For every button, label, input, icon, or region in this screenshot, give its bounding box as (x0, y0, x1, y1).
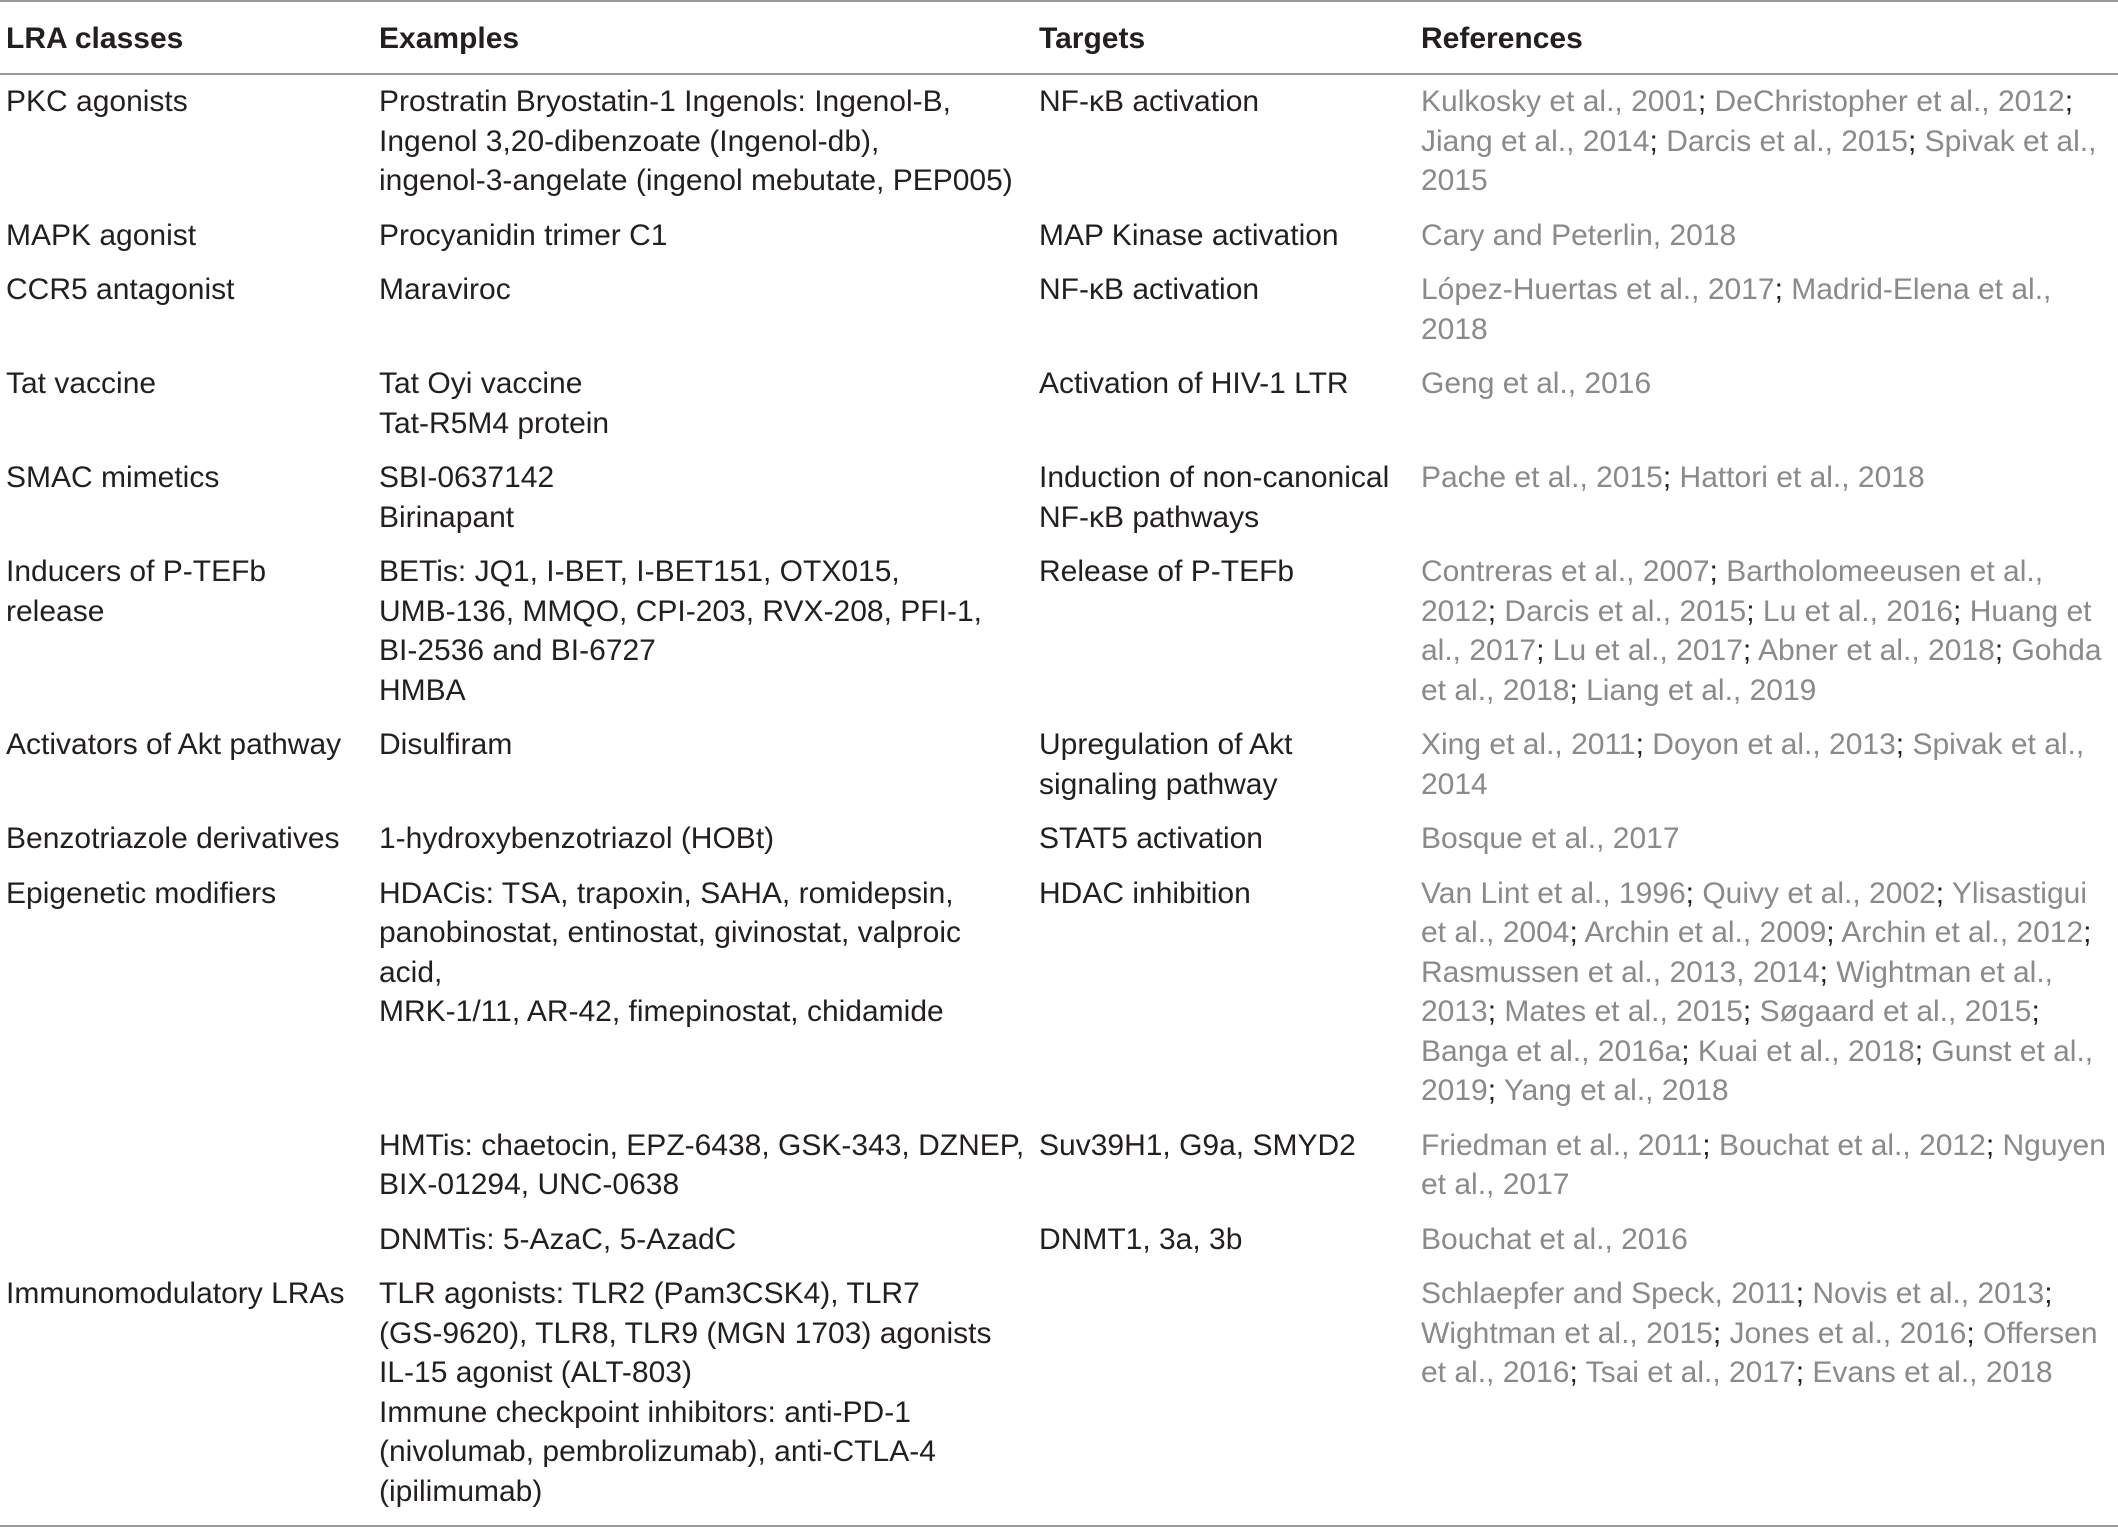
table-row (0, 867, 2118, 1119)
reference-link[interactable]: DeChristopher et al., 2012 (1714, 85, 2065, 118)
table-body (0, 74, 2118, 1525)
reference-link[interactable]: Kulkosky et al., 2001 (1421, 85, 1698, 118)
table-row (0, 718, 2118, 812)
reference-separator: ; (1907, 124, 1925, 158)
references-cell (1415, 545, 2118, 718)
lra-class-cell: MAPK agonist (6, 218, 197, 252)
reference-link[interactable]: Schlaepfer and Speck, 2011 (1421, 1277, 1796, 1310)
targets-cell: DNMT1, 3a, 3b (1039, 1222, 1243, 1256)
targets-cell: NF-κB activation (1039, 85, 1260, 118)
reference-separator: ; (1953, 594, 1970, 628)
lra-class-cell: Tat vaccine (6, 367, 157, 400)
references-cell (1415, 74, 2118, 209)
table-header (0, 1, 2118, 74)
examples-cell: 1-hydroxybenzotriazol (HOBt) (379, 822, 775, 855)
table-row (0, 357, 2118, 451)
examples-cell: SBI-0637142 Birinapant (379, 461, 555, 534)
reference-separator: ; (1819, 955, 1837, 989)
reference-link[interactable]: Jones et al., 2016 (1729, 1316, 1967, 1350)
reference-separator: ; (1935, 876, 1952, 910)
targets-cell: Release of P-TEFb (1039, 555, 1295, 588)
references-cell (1415, 209, 2118, 264)
reference-separator: ; (1985, 1128, 2003, 1162)
reference-link[interactable]: Mates et al., 2015 (1504, 995, 1743, 1028)
reference-link[interactable]: Contreras et al., 2007 (1421, 555, 1710, 588)
lra-class-cell: PKC agonists (6, 85, 188, 118)
reference-separator: ; (1774, 273, 1792, 306)
reference-separator: ; (1536, 634, 1553, 667)
reference-separator: ; (2044, 1277, 2053, 1310)
reference-link[interactable]: Spivak et al., 2014 (1421, 728, 2085, 801)
lra-class-cell: CCR5 antagonist (6, 273, 235, 306)
reference-separator: ; (1914, 1034, 1932, 1068)
references-cell (1415, 1267, 2118, 1525)
reference-separator: ; (1742, 995, 1760, 1028)
table-row (0, 451, 2118, 545)
reference-link[interactable]: Nguyen et al., 2017 (1421, 1128, 2106, 1201)
reference-separator: ; (1795, 1277, 1813, 1310)
targets-cell (1033, 1267, 1415, 1525)
targets-cell: NF-κB activation (1039, 273, 1260, 306)
lra-class-cell (0, 1213, 373, 1268)
reference-link[interactable]: Archin et al., 2012 (1841, 916, 2084, 949)
reference-link[interactable]: Bosque et al., 2017 (1421, 822, 1680, 855)
lra-class-cell: SMAC mimetics (6, 461, 220, 494)
reference-link[interactable]: Van Lint et al., 1996 (1421, 876, 1686, 910)
targets-cell: Suv39H1, G9a, SMYD2 (1039, 1128, 1356, 1162)
lra-class-cell: Immunomodulatory LRAs (6, 1277, 345, 1310)
examples-cell: HMTis: chaetocin, EPZ-6438, GSK-343, DZNEP, BIX-01294, UNC-0638 (379, 1128, 1025, 1201)
reference-separator: ; (2083, 916, 2092, 949)
references-cell (1415, 1213, 2118, 1268)
reference-link[interactable]: Wightman et al., 2015 (1421, 1316, 1713, 1350)
reference-link[interactable]: Cary and Peterlin, 2018 (1421, 218, 1737, 252)
reference-link[interactable]: Banga et al., 2016a (1421, 1034, 1682, 1068)
reference-link[interactable]: Friedman et al., 2011 (1421, 1128, 1703, 1162)
reference-link[interactable]: Darcis et al., 2015 (1666, 124, 1908, 158)
reference-separator: ; (1662, 461, 1680, 494)
reference-link[interactable]: Huang et al., 2017 (1421, 594, 2092, 667)
reference-link[interactable]: Pache et al., 2015 (1421, 461, 1663, 494)
references-cell (1415, 263, 2118, 357)
reference-separator: ; (1712, 1316, 1730, 1350)
targets-cell: STAT5 activation (1039, 822, 1263, 855)
examples-cell: DNMTis: 5-AzaC, 5-AzadC (379, 1222, 737, 1256)
references-cell (1415, 1119, 2118, 1213)
reference-separator: ; (1742, 634, 1758, 667)
reference-link[interactable]: Hattori et al., 2018 (1679, 461, 1925, 494)
table-row (0, 263, 2118, 357)
reference-link[interactable]: Lu et al., 2017 (1552, 634, 1743, 667)
reference-separator: ; (1826, 916, 1842, 949)
reference-separator: ; (1697, 85, 1715, 118)
reference-link[interactable]: Ylisastigui et al., 2004 (1421, 876, 2087, 949)
reference-link[interactable]: Archin et al., 2009 (1584, 916, 1827, 949)
references-cell (1415, 812, 2118, 867)
reference-separator: ; (1649, 124, 1667, 158)
reference-link[interactable]: Darcis et al., 2015 (1504, 594, 1747, 628)
reference-separator: ; (1746, 594, 1763, 628)
reference-link[interactable]: Evans et al., 2018 (1812, 1356, 2053, 1389)
references-cell (1415, 718, 2118, 812)
reference-link[interactable]: Abner et al., 2018 (1757, 634, 1995, 667)
lra-class-cell: Activators of Akt pathway (6, 728, 342, 761)
targets-cell: MAP Kinase activation (1039, 218, 1339, 252)
table-row (0, 1213, 2118, 1268)
table-row (0, 545, 2118, 718)
table-row (0, 812, 2118, 867)
reference-separator: ; (1795, 1356, 1813, 1389)
reference-separator: ; (1709, 555, 1727, 588)
reference-separator: ; (2031, 995, 2040, 1028)
reference-link[interactable]: Novis et al., 2013 (1812, 1277, 2045, 1310)
header-lra-classes: LRA classes (6, 22, 184, 55)
examples-cell: TLR agonists: TLR2 (Pam3CSK4), TLR7 (GS-9620), TLR8, TLR9 (MGN 1703) agonists IL-15 agonist (ALT-803) Immune checkpoint inhibitors: anti-PD-1 (nivolumab, pembrolizumab), anti-CTLA-4 (ipilimumab) (379, 1277, 992, 1508)
reference-link[interactable]: López-Huertas et al., 2017 (1421, 273, 1775, 306)
reference-link[interactable]: Geng et al., 2016 (1421, 367, 1652, 400)
reference-separator: ; (2064, 85, 2074, 118)
reference-link[interactable]: Tsai et al., 2017 (1585, 1356, 1796, 1389)
lra-class-cell (0, 1119, 373, 1213)
reference-link[interactable]: Yang et al., 2018 (1503, 1074, 1729, 1107)
lra-class-cell: Epigenetic modifiers (6, 876, 277, 910)
examples-cell: Tat Oyi vaccine Tat-R5M4 protein (379, 367, 610, 440)
reference-link[interactable]: Søgaard et al., 2015 (1759, 995, 2032, 1028)
reference-separator: ; (1681, 1034, 1698, 1068)
reference-link[interactable]: Kuai et al., 2018 (1697, 1034, 1915, 1068)
examples-cell: Prostratin Bryostatin-1 Ingenols: Ingenol-B, Ingenol 3,20-dibenzoate (Ingenol-db), ingenol-3-angelate (ingenol mebutate, PEP005) (379, 85, 1013, 197)
reference-link[interactable]: Gunst et al., 2019 (1421, 1034, 2094, 1107)
reference-separator: ; (1569, 916, 1585, 949)
reference-link[interactable]: Doyon et al., 2013 (1652, 728, 1896, 761)
table-row (0, 1119, 2118, 1213)
header-row (0, 1, 2118, 74)
examples-cell: BETis: JQ1, I-BET, I-BET151, OTX015, UMB-136, MMQO, CPI-203, RVX-208, PFI-1, BI-2536 and BI-6727 HMBA (379, 555, 982, 707)
reference-link[interactable]: Bartholomeeusen et al., 2012 (1421, 555, 2044, 628)
reference-link[interactable]: Offersen et al., 2016 (1421, 1316, 2098, 1389)
reference-link[interactable]: Gohda et al., 2018 (1421, 634, 2102, 707)
lra-class-cell: Benzotriazole derivatives (6, 822, 340, 855)
reference-link[interactable]: Xing et al., 2011 (1421, 728, 1636, 761)
reference-separator: ; (1635, 728, 1653, 761)
table-row (0, 1267, 2118, 1525)
targets-cell: Induction of non-canonical NF-κB pathways (1039, 461, 1390, 534)
reference-link[interactable]: Lu et al., 2016 (1762, 594, 1954, 628)
examples-cell: HDACis: TSA, trapoxin, SAHA, romidepsin, panobinostat, entinostat, givinostat, valproic acid, MRK-1/11, AR-42, fimepinostat, chidamide (379, 876, 962, 1028)
references-cell (1415, 867, 2118, 1119)
references-cell (1415, 451, 2118, 545)
reference-link[interactable]: Bouchat et al., 2012 (1718, 1128, 1986, 1162)
reference-separator: ; (1569, 673, 1587, 707)
reference-link[interactable]: Liang et al., 2019 (1586, 673, 1817, 707)
examples-cell: Maraviroc (379, 273, 511, 306)
table-row (0, 209, 2118, 264)
reference-separator: ; (1895, 728, 1913, 761)
header-references: References (1421, 22, 1583, 55)
reference-separator: ; (1702, 1128, 1719, 1162)
reference-link[interactable]: Spivak et al., 2015 (1421, 124, 2097, 197)
table-row (0, 74, 2118, 209)
targets-cell: Activation of HIV-1 LTR (1039, 367, 1349, 400)
lra-class-cell: Inducers of P-TEFb release (6, 555, 267, 628)
targets-cell: HDAC inhibition (1039, 876, 1251, 910)
examples-cell: Disulfiram (379, 728, 513, 761)
references-cell (1415, 357, 2118, 451)
reference-link[interactable]: Wightman et al., 2013 (1421, 955, 2054, 1028)
reference-separator: ; (1487, 995, 1505, 1028)
header-targets: Targets (1039, 22, 1146, 55)
targets-cell: Upregulation of Akt signaling pathway (1039, 728, 1293, 801)
header-examples: Examples (379, 22, 520, 55)
reference-link[interactable]: Jiang et al., 2014 (1421, 124, 1650, 158)
reference-link[interactable]: Bouchat et al., 2016 (1421, 1222, 1688, 1256)
reference-link[interactable]: Madrid-Elena et al., 2018 (1421, 273, 2052, 346)
reference-separator: ; (1994, 634, 2012, 667)
reference-separator: ; (1966, 1316, 1984, 1350)
reference-link[interactable]: Rasmussen et al., 2013, 2014 (1421, 955, 1820, 989)
reference-separator: ; (1487, 594, 1505, 628)
reference-separator: ; (1569, 1356, 1586, 1389)
reference-separator: ; (1685, 876, 1703, 910)
reference-separator: ; (1487, 1074, 1504, 1107)
examples-cell: Procyanidin trimer C1 (379, 218, 668, 252)
reference-link[interactable]: Quivy et al., 2002 (1702, 876, 1936, 910)
